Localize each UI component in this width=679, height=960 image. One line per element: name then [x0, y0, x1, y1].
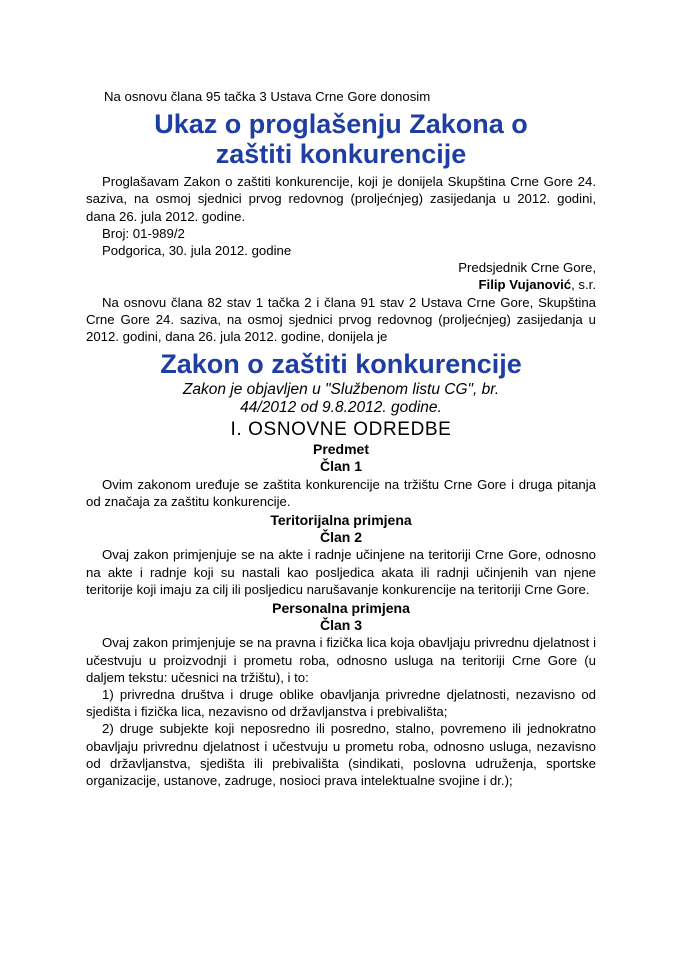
article-3-heading: Personalna primjena [272, 600, 410, 617]
article-3-item-2: 2) druge subjekte koji neposredno ili posredno, stalno, povremeno ili jednokratno obavljaju privrednu djelatnost i učestvuju u prometu roba, odnosno usluga, nezavisno od državljanstva, sjedišta ili prebivališta (sindikati, poslovna udruženja, sportske organizacije, ustanove, zadruge, nosioci prava intelektualne svojine i dr.); [86, 721, 596, 789]
article-1-label: Član 1 [319, 458, 362, 475]
signer-title: Predsjednik Crne Gore, [458, 260, 596, 276]
ukaz-body: Proglašavam Zakon o zaštiti konkurencije, koji je donijela Skupština Crne Gore 24. saziva, na osmoj sjednici prvog redovnog (proljećnjeg) zasijedanja u 2012. godini, dana 26. jula 2012. godine. [86, 174, 596, 224]
signer-line [86, 276, 596, 293]
article-3-paragraph: Ovaj zakon primjenjuje se na pravna i fizička lica koja obavljaju privrednu djelatnost i učestvuju u proizvodnji i prometu roba, odnosno usluga na teritoriji Crne Gore (u daljem tekstu: učesnici na tržištu), i to: [86, 635, 596, 685]
article-2-label: Član 2 [319, 529, 362, 546]
article-3-item-1: 1) privredna društva i druge oblike obavljanja privredne djelatnosti, nezavisno od sjedišta i fizička lica, nezavisno od državljanstva i prebivališta; [86, 687, 596, 720]
zakon-published: Zakon je objavljen u "Službenom listu CG", br. 44/2012 od 9.8.2012. godine. [182, 381, 500, 417]
signer-name: Filip Vujanović [478, 277, 572, 293]
article-2-heading: Teritorijalna primjena [270, 512, 412, 529]
ukaz-title: Ukaz o proglašenju Zakona o zaštiti konkurencije [154, 109, 528, 170]
zakon-title: Zakon o zaštiti konkurencije [160, 349, 522, 380]
zakon-preamble: Na osnovu člana 82 stav 1 tačka 2 i člana 91 stav 2 Ustava Crne Gore, Skupština Crne Gore 24. saziva, na osmoj sjednici prvog redovnog (proljećnjeg) zasijedanja u 2012. godini, dana 26. jula 2012. godine, donijela je [86, 294, 596, 345]
ukaz-place-date: Podgorica, 30. jula 2012. godine [102, 243, 292, 259]
ukaz-broj: Broj: 01-989/2 [102, 225, 185, 241]
signer-suffix: , s.r. [571, 277, 596, 293]
article-2-paragraph: Ovaj zakon primjenjuje se na akte i radnje učinjene na teritoriji Crne Gore, odnosno na akte i radnje koji su nastali kao posljedica akata ili radnji učinjenih van njene teritorije koji imaju za cilj ili posljedicu narušavanje konkurencije na teritoriji Crne Gore. [86, 547, 596, 597]
article-3-label: Član 3 [319, 617, 362, 634]
article-1-paragraph: Ovim zakonom uređuje se zaštita konkurencije na tržištu Crne Gore i druga pitanja od značaja za zaštitu konkurencije. [86, 476, 596, 509]
section-title: I. OSNOVNE ODREDBE [230, 419, 452, 441]
document-page [86, 0, 596, 789]
ukaz-intro: Na osnovu člana 95 tačka 3 Ustava Crne Gore donosim [104, 89, 431, 104]
article-1-heading: Predmet [312, 441, 370, 458]
